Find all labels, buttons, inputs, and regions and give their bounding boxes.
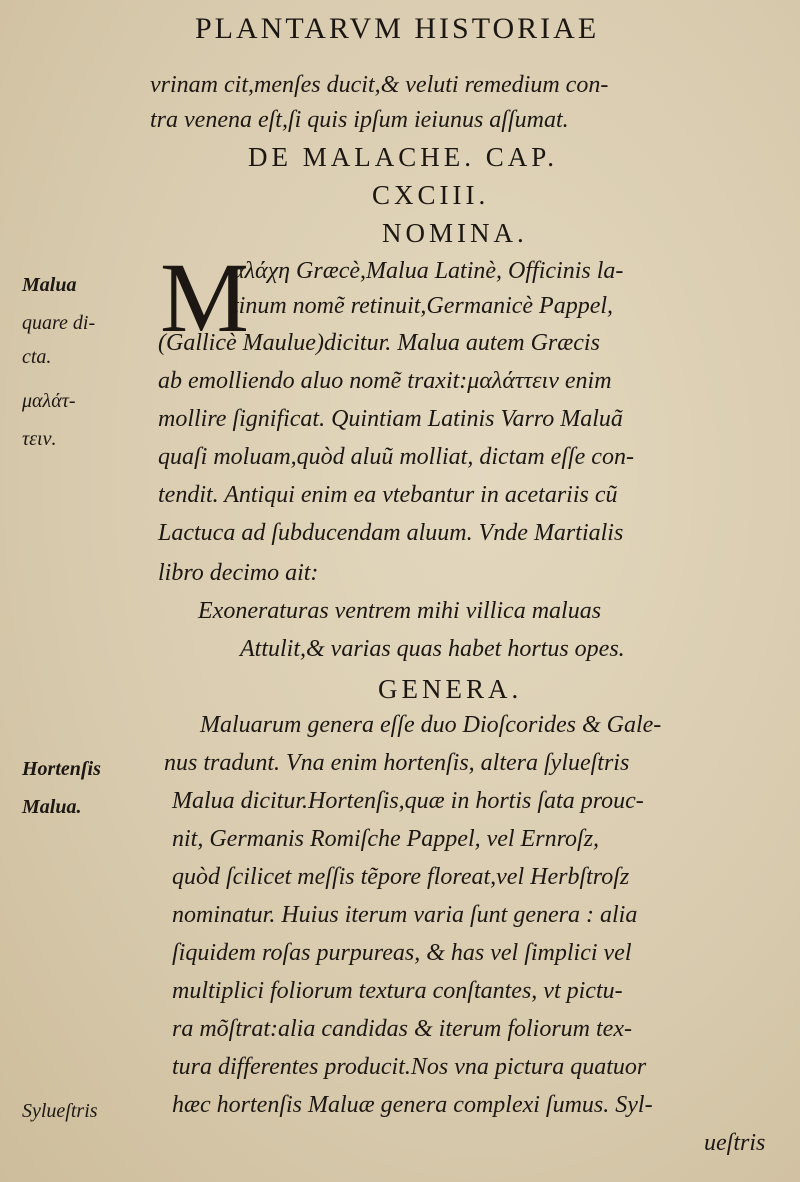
chapter-title: DE MALACHE. CAP.: [248, 142, 559, 172]
margin-note: τειν.: [22, 428, 57, 450]
text-line: quòd ſcilicet meſſis tẽpore floreat,vel Herbſtroſz: [172, 864, 630, 890]
section-heading-genera: GENERA.: [378, 674, 523, 704]
text-line: quaſi moluam,quòd aluũ molliat, dictam eſſe con-: [158, 444, 634, 470]
text-line: Maluarum genera eſſe duo Dioſcorides & Gale-: [200, 712, 662, 738]
text-line: Lactuca ad ſubducendam aluum. Vnde Martialis: [158, 520, 624, 546]
text-line: (Gallicè Maulue)dicitur. Malua autem Græcis: [158, 330, 600, 356]
chapter-number: CXCIII.: [372, 180, 490, 210]
drop-cap: M: [160, 242, 249, 353]
text-line: ra mõſtrat:alia candidas & iterum foliorum tex-: [172, 1016, 632, 1042]
margin-note: quare di-: [22, 312, 96, 334]
verse-line: Attulit,& varias quas habet hortus opes.: [240, 636, 625, 662]
text-line: mollire ſignificat. Quintiam Latinis Varro Maluã: [158, 406, 623, 432]
text-line: tra venena eſt,ſi quis ipſum ieiunus aſſumat.: [150, 107, 569, 133]
text-line: αλάχη Græcè,Malua Latinè, Officinis la-: [232, 258, 624, 284]
text-line: tura differentes producit.Nos vna pictura quatuor: [172, 1054, 647, 1080]
margin-note: Sylueſtris: [22, 1100, 98, 1122]
verse-line: Exoneraturas ventrem mihi villica maluas: [198, 598, 602, 624]
text-line: nominatur. Huius iterum varia ſunt genera : alia: [172, 902, 638, 928]
margin-note: μαλάτ-: [22, 390, 76, 412]
running-head: PLANTARVM HISTORIAE: [195, 12, 600, 45]
text-line: ab emolliendo aluo nomẽ traxit:μαλάττειν enim: [158, 368, 612, 394]
text-line: nus tradunt. Vna enim hortenſis, altera ſylueſtris: [164, 750, 630, 776]
text-line: tendit. Antiqui enim ea vtebantur in acetariis cũ: [158, 482, 618, 508]
text-line: ueſtris: [704, 1130, 766, 1156]
section-heading-nomina: NOMINA.: [382, 218, 528, 248]
text-line: nit, Germanis Romiſche Pappel, vel Ernroſz,: [172, 826, 600, 852]
margin-note: cta.: [22, 346, 52, 368]
text-line: tinum nomẽ retinuit,Germanicè Pappel,: [232, 293, 614, 319]
text-line: vrinam cit,menſes ducit,& veluti remedium con-: [150, 72, 609, 98]
text-line: libro decimo ait:: [158, 560, 319, 586]
text-line: Malua dicitur.Hortenſis,quæ in hortis ſata prouc-: [172, 788, 644, 814]
text-line: ſiquidem roſas purpureas, & has vel ſimplici vel: [172, 940, 632, 966]
margin-note: Malua.: [22, 796, 82, 818]
text-line: hæc hortenſis Maluæ genera complexi ſumus. Syl-: [172, 1092, 653, 1118]
text-line: multiplici foliorum textura conſtantes, vt pictu-: [172, 978, 623, 1004]
margin-note: Hortenſis: [22, 758, 101, 780]
margin-note: Malua: [22, 274, 77, 296]
